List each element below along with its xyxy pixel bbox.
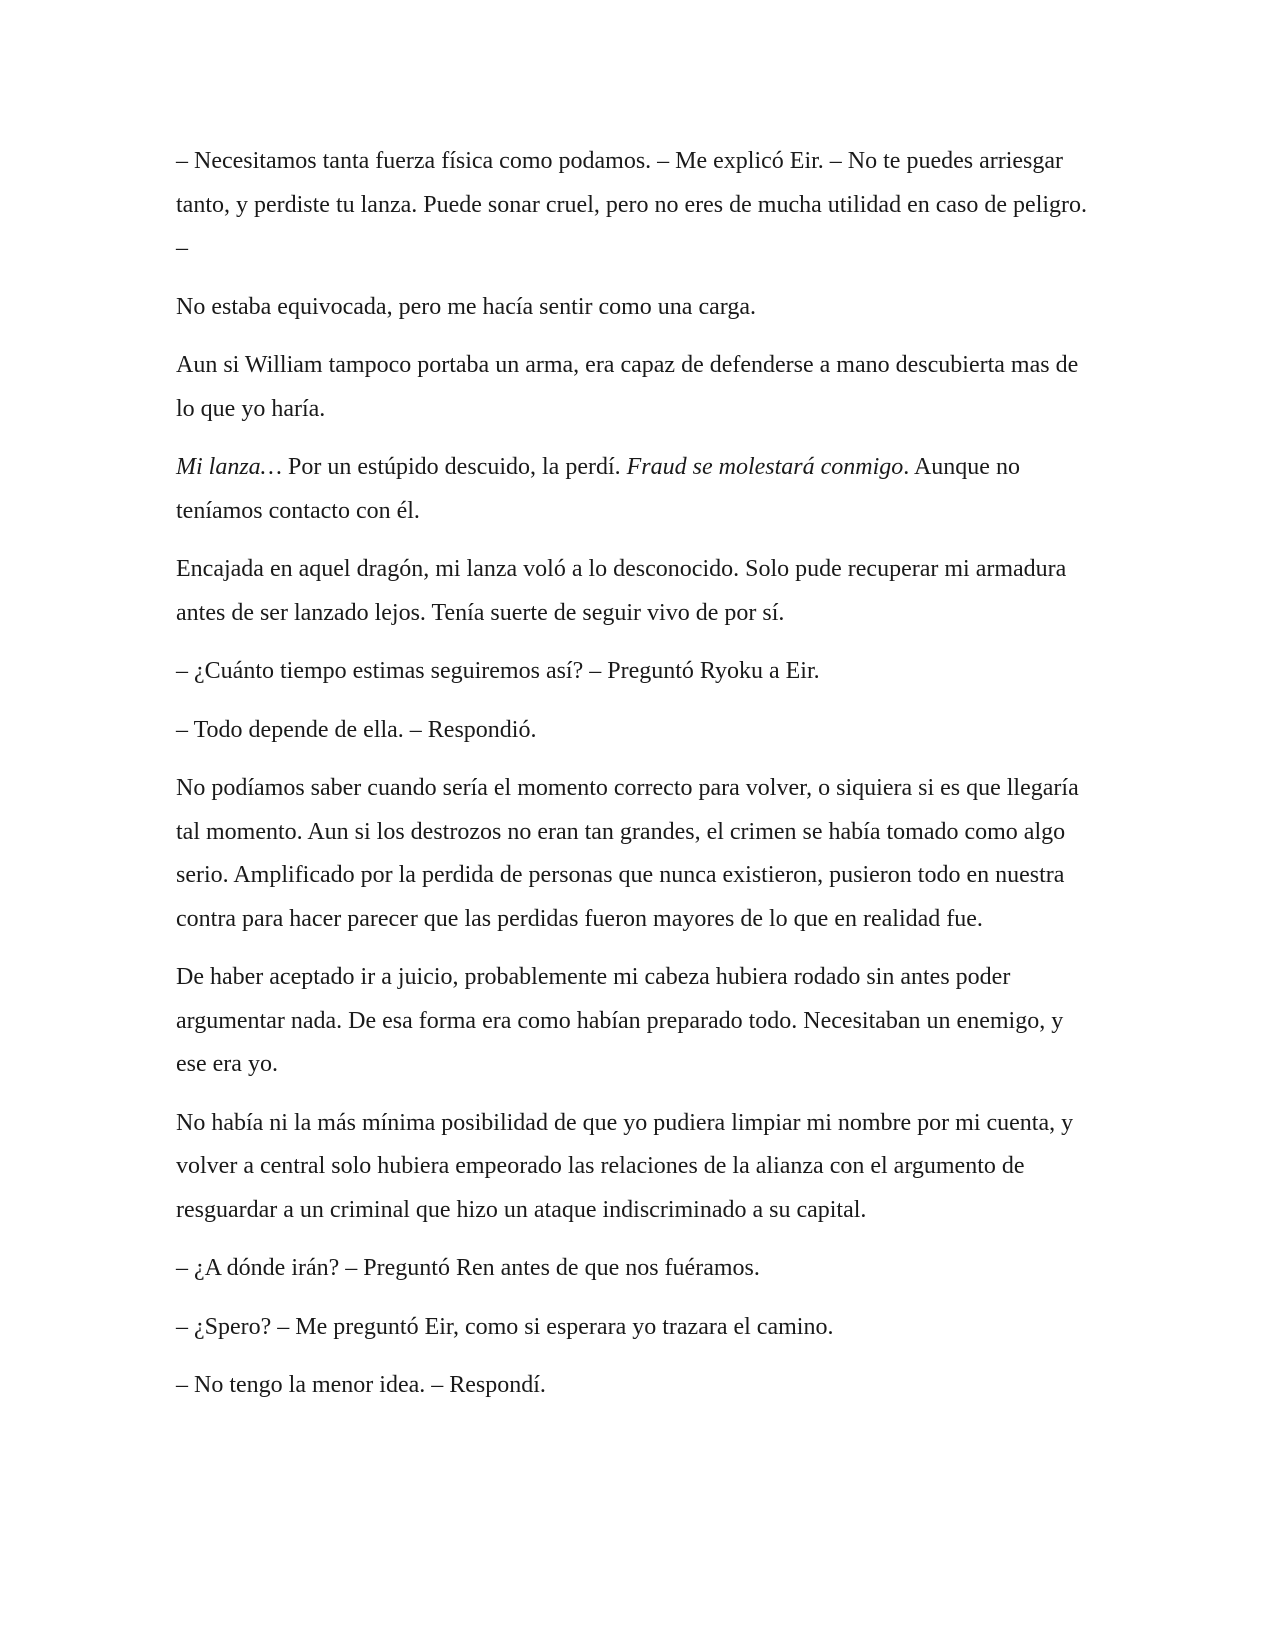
italic-thought-lanza: Mi lanza… [176,454,283,480]
paragraph-13: – No tengo la menor idea. – Respondí. [176,1372,546,1398]
paragraph-10: No había ni la más mínima posibilidad de que yo pudiera limpiar mi nombre por mi cuenta, y volver a central solo hubiera empeorado las relaciones de la alianza con el argumento de resguardar a un criminal que hizo un ataque indiscriminado a su capital. [176,1109,1074,1223]
paragraph-8: No podíamos saber cuando sería el momento correcto para volver, o siquiera si es que llegaría tal momento. Aun si los destrozos no eran tan grandes, el crimen se había tomado como algo serio. Amplificado por la perdida de personas que nunca existieron, pusieron todo en nuestra contra para hacer parecer que las perdidas fueron mayores de lo que en realidad fue. [176,775,1079,932]
paragraph-9: De haber aceptado ir a juicio, probablemente mi cabeza hubiera rodado sin antes poder argumentar nada. De esa forma era como habían preparado todo. Necesitaban un enemigo, y ese era yo. [176,964,1064,1077]
paragraph-6: – ¿Cuánto tiempo estimas seguiremos así? – Preguntó Ryoku a Eir. [176,658,820,684]
italic-thought-fraud: Fraud se molestará conmigo [626,454,904,480]
paragraph-4-text-a: Por un estúpido descuido, la perdí. [282,454,627,480]
paragraph-5: Encajada en aquel dragón, mi lanza voló a lo desconocido. Solo pude recuperar mi armadura antes de ser lanzado lejos. Tenía suerte de seguir vivo de por sí. [176,556,1067,626]
paragraph-4-text-b: . Aunque no teníamos contacto con él. [176,454,1020,524]
paragraph-3: Aun si William tampoco portaba un arma, era capaz de defenderse a mano descubierta mas de lo que yo haría. [176,352,1079,422]
paragraph-2: No estaba equivocada, pero me hacía sentir como una carga. [176,293,756,320]
paragraph-12: – ¿Spero? – Me preguntó Eir, como si esperara yo trazara el camino. [176,1313,834,1340]
document-body [176,140,1096,1423]
paragraph-4 [176,446,1096,533]
paragraph-7: – Todo depende de ella. – Respondió. [176,716,537,743]
paragraph-11: – ¿A dónde irán? – Preguntó Ren antes de que nos fuéramos. [176,1255,760,1281]
paragraph-1: – Necesitamos tanta fuerza física como podamos. – Me explicó Eir. – No te puedes arriesgar tanto, y perdiste tu lanza. Puede sonar cruel, pero no eres de mucha utilidad en caso de peligro. – [176,148,1088,261]
